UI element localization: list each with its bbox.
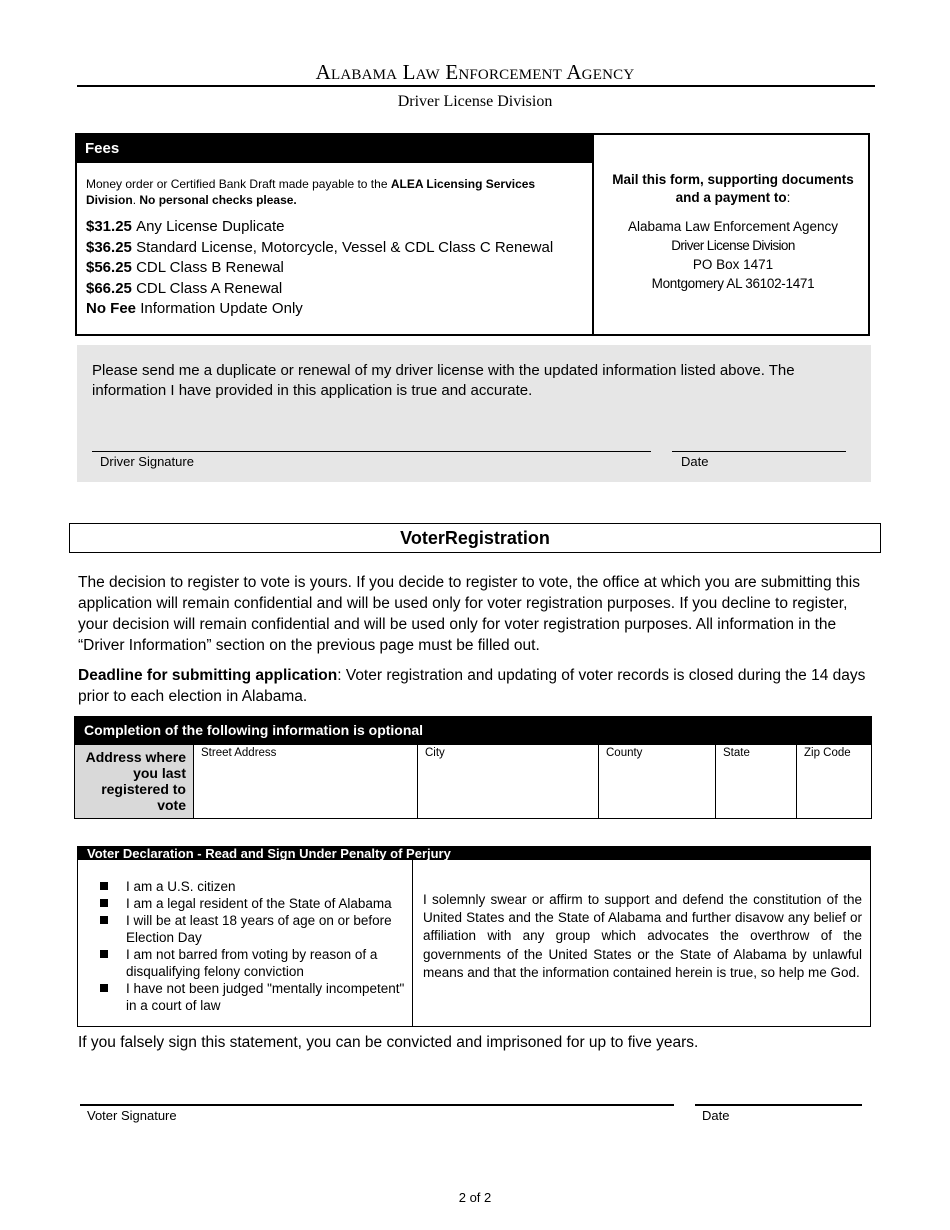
fee-amount: $56.25	[86, 259, 132, 276]
declaration-text: I am not barred from voting by reason of a disqualifying felony conviction	[126, 947, 378, 979]
division-title: Driver License Division	[397, 93, 553, 110]
voter-signature-line[interactable]	[80, 1104, 674, 1106]
county-field[interactable]	[599, 745, 716, 818]
voter-date-line[interactable]	[695, 1104, 862, 1106]
declaration-text: I have not been judged "mentally incompetent" in a court of law	[126, 981, 405, 1013]
address-line: Alabama Law Enforcement Agency	[627, 219, 839, 234]
mailing-heading-colon: :	[786, 190, 791, 205]
voter-intro: The decision to register to vote is yours. If you decide to register to vote, the office at which you are submitting this application will remain confidential and will be used only for voter registration purposes. If you decline to register, your decision will remain confidential and will be used only for voter registration purposes. All information in the “Driver Information” section on the previous page must be filled out.	[78, 574, 861, 654]
header-divider	[77, 85, 875, 87]
address-line: PO Box 1471	[692, 257, 774, 272]
fee-item	[86, 299, 583, 320]
fee-description: CDL Class B Renewal	[136, 259, 284, 276]
fee-description: Information Update Only	[140, 300, 303, 317]
square-bullet-icon	[100, 950, 108, 958]
mailing-heading-text: Mail this form, supporting documents and a payment to	[612, 172, 854, 205]
street-address-label: Street Address	[201, 747, 277, 759]
payment-payee: ALEA Licensing Services Division	[86, 177, 536, 207]
address-line: Driver License Division	[671, 238, 795, 253]
declaration-list-panel	[78, 860, 413, 1026]
mailing-heading	[596, 135, 870, 207]
optional-address-table	[74, 716, 872, 819]
fee-amount: $66.25	[86, 279, 132, 297]
declaration-item	[98, 980, 412, 1014]
declaration-item	[98, 895, 412, 912]
deadline-paragraph	[78, 665, 868, 707]
driver-signature-label: Driver Signature	[100, 454, 194, 469]
certification-text: Please send me a duplicate or renewal of my driver license with the updated information listed above. The information I have provided in this application is true and accurate.	[92, 362, 795, 399]
state-label: State	[723, 747, 750, 759]
fee-amount: $36.25	[86, 238, 132, 256]
voter-registration-title: VoterRegistration	[69, 523, 881, 553]
fee-amount: $31.25	[86, 218, 132, 235]
fee-description: CDL Class A Renewal	[136, 279, 283, 297]
fees-box	[75, 133, 870, 336]
zip-code-field[interactable]	[797, 745, 871, 818]
driver-date-line[interactable]	[672, 451, 846, 452]
agency-title: Alabama Law Enforcement Agency	[315, 60, 635, 84]
perjury-warning: If you falsely sign this statement, you can be convicted and imprisoned for up to five years.	[78, 1034, 699, 1051]
payment-warning: No personal checks please.	[139, 193, 297, 207]
certification-section	[77, 345, 871, 482]
declaration-item	[98, 912, 412, 946]
declaration-list	[78, 860, 412, 1014]
address-row	[75, 745, 871, 818]
fee-item	[86, 279, 583, 300]
declaration-text: I am a legal resident of the State of Alabama	[126, 896, 392, 911]
mailing-address	[596, 207, 870, 293]
payment-note	[77, 163, 592, 208]
declaration-text: I am a U.S. citizen	[126, 879, 236, 894]
oath-text: I solemnly swear or affirm to support and defend the constitution of the United States and the State of Alabama and further disavow any belief or affiliation with any group which advocates the overthrow of the governments of the United States or the State of Alabama by unlawful means and that the information contained herein is true, so help me God.	[423, 892, 862, 980]
state-field[interactable]	[716, 745, 797, 818]
payment-note-prefix: Money order or Certified Bank Draft made payable to the	[86, 177, 391, 191]
square-bullet-icon	[100, 916, 108, 924]
city-label: City	[425, 747, 445, 759]
declaration-text: I will be at least 18 years of age on or before Election Day	[126, 913, 392, 945]
voter-date-label: Date	[702, 1108, 730, 1123]
square-bullet-icon	[100, 882, 108, 890]
fees-title: Fees	[77, 135, 592, 163]
voter-declaration	[77, 846, 871, 1027]
fee-item	[86, 258, 583, 279]
declaration-item	[98, 878, 412, 895]
voter-signature-label: Voter Signature	[87, 1108, 177, 1123]
driver-signature-line[interactable]	[92, 451, 651, 452]
fee-description: Standard License, Motorcycle, Vessel & CDL Class C Renewal	[136, 238, 554, 256]
square-bullet-icon	[100, 984, 108, 992]
fee-amount: No Fee	[86, 300, 137, 317]
optional-header: Completion of the following information is optional	[75, 717, 871, 745]
zip-code-label: Zip Code	[804, 747, 851, 759]
fee-list	[77, 208, 592, 320]
fee-description: Any License Duplicate	[136, 218, 285, 235]
city-field[interactable]	[418, 745, 599, 818]
address-label: Address where you last registered to vote	[75, 745, 194, 818]
mailing-panel	[596, 135, 870, 334]
deadline-label: Deadline for submitting application	[78, 667, 338, 684]
square-bullet-icon	[100, 899, 108, 907]
declaration-header: Voter Declaration - Read and Sign Under Penalty of Perjury	[78, 847, 870, 860]
address-line: Montgomery AL 36102-1471	[651, 276, 815, 291]
oath-panel	[414, 860, 870, 1026]
fee-item	[86, 238, 583, 259]
page-number: 2 of 2	[458, 1190, 492, 1205]
fees-panel	[77, 135, 594, 334]
declaration-item	[98, 946, 412, 980]
street-address-field[interactable]	[194, 745, 418, 818]
fee-item	[86, 217, 583, 238]
deadline-text: : Voter registration and updating of voter records is closed during the 14 days prior to each election in Alabama.	[78, 667, 866, 705]
county-label: County	[606, 747, 643, 759]
payment-note-period: .	[132, 193, 140, 207]
driver-date-label: Date	[681, 454, 709, 469]
